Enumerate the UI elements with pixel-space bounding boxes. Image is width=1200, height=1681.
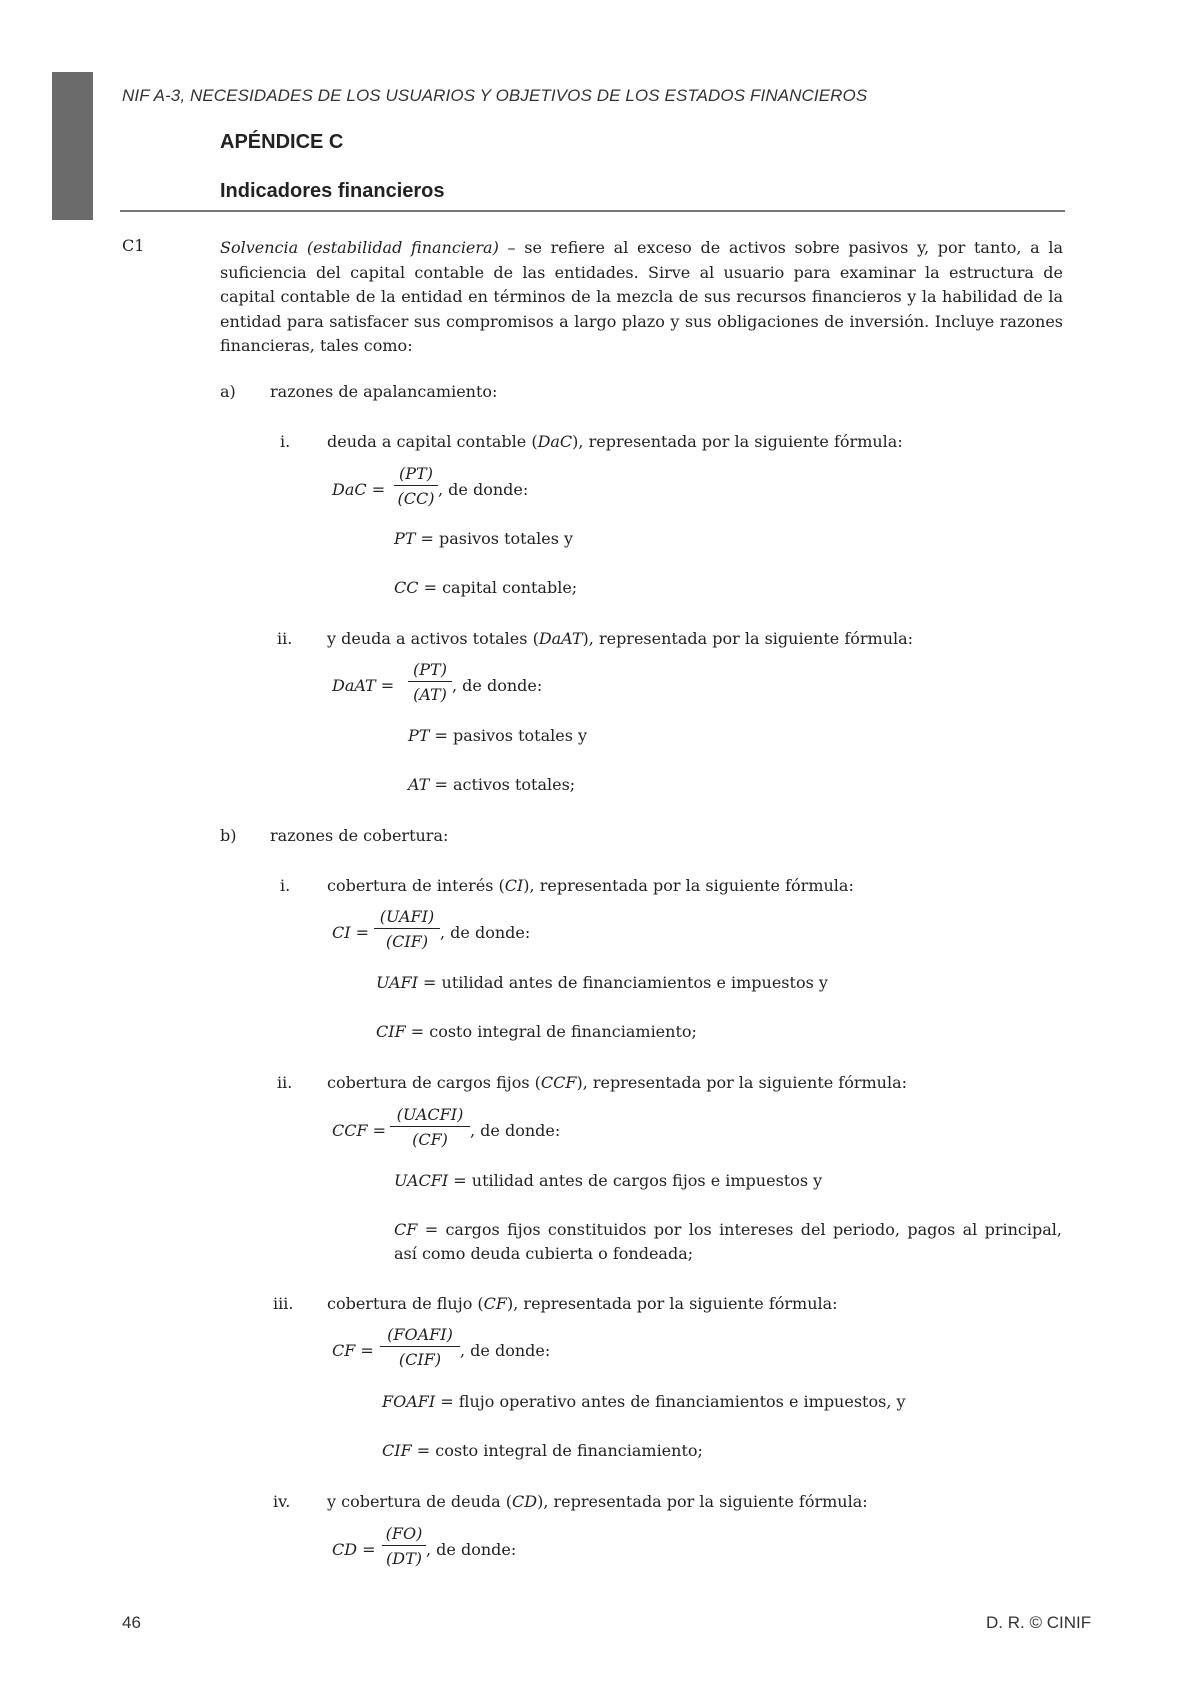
- sub-item-a-i-text: deuda a capital contable (DaC), representada por la siguiente fórmula:: [327, 432, 903, 451]
- formula-tail: , de donde:: [452, 676, 543, 695]
- formula-denominator: (CIF): [385, 932, 429, 951]
- sub-marker-a-i: i.: [280, 432, 291, 451]
- formula-lhs: CCF: [332, 1121, 368, 1140]
- formula-lhs: DaAT: [332, 676, 376, 695]
- formula-fraction: [408, 659, 452, 706]
- definition-line: UAFI = utilidad antes de financiamientos e impuestos y: [376, 973, 828, 992]
- formula-denominator: (CIF): [398, 1350, 442, 1369]
- header-rule: [120, 210, 1065, 212]
- formula-lhs: CI: [332, 923, 351, 942]
- definition-line: PT = pasivos totales y: [394, 529, 574, 548]
- sub-item-b-iii-text: cobertura de flujo (CF), representada por la siguiente fórmula:: [327, 1294, 838, 1313]
- definition-line: CF = cargos fijos constituidos por los intereses del periodo, pagos al principal, así como deuda cubierta o fondeada;: [394, 1220, 1062, 1263]
- list-marker-b: b): [220, 826, 237, 845]
- formula-fraction: [374, 906, 440, 953]
- formula-numerator: (PT): [399, 464, 433, 483]
- formula-numerator: (UAFI): [379, 907, 435, 926]
- formula-denominator: (AT): [413, 685, 447, 704]
- list-marker-a: a): [220, 382, 236, 401]
- definition-line: FOAFI = flujo operativo antes de financiamientos e impuestos, y: [382, 1392, 906, 1411]
- sub-marker-b-i: i.: [280, 876, 291, 895]
- running-header: NIF A-3, NECESIDADES DE LOS USUARIOS Y OBJETIVOS DE LOS ESTADOS FINANCIEROS: [122, 86, 868, 105]
- formula-denominator: (DT): [386, 1549, 422, 1568]
- formula-fraction: [394, 463, 438, 510]
- formula-numerator: (FOAFI): [387, 1325, 453, 1344]
- formula-lhs: DaC: [332, 480, 367, 499]
- section-tab-marker: [52, 72, 93, 220]
- formula-fraction: [382, 1523, 426, 1570]
- formula-denominator: (CF): [412, 1130, 448, 1149]
- formula-lhs: CF: [332, 1341, 356, 1360]
- formula-lhs: CD: [332, 1540, 358, 1559]
- sub-marker-b-iv: iv.: [273, 1492, 291, 1511]
- formula-tail: , de donde:: [440, 923, 531, 942]
- list-item-a-text: razones de apalancamiento:: [270, 382, 498, 401]
- formula-numerator: (UACFI): [396, 1105, 464, 1124]
- formula-tail: , de donde:: [460, 1341, 551, 1360]
- definition-line: AT = activos totales;: [408, 775, 576, 794]
- definition-line: CC = capital contable;: [394, 578, 578, 597]
- section-title: Indicadores financieros: [220, 180, 445, 202]
- definition-line: CIF = costo integral de financiamiento;: [376, 1022, 697, 1041]
- formula-numerator: (PT): [413, 660, 447, 679]
- formula-fraction: [390, 1104, 470, 1151]
- sub-marker-b-ii: ii.: [277, 1073, 293, 1092]
- formula-tail: , de donde:: [426, 1540, 517, 1559]
- sub-item-b-iv-text: y cobertura de deuda (CD), representada por la siguiente fórmula:: [327, 1492, 868, 1511]
- paragraph-c1-text: – se refiere al exceso de activos sobre pasivos y, por tanto, a la suficiencia del capital contable de las entidades. Sirve al usuario para examinar la estructura de capital contable de la entidad en términos de la mezcla de sus recursos financieros y la habilidad de la entidad para satisfacer sus compromisos a largo plazo y sus obligaciones de inversión. Incluye razones financieras, tales como:: [220, 238, 1064, 355]
- copyright-notice: D. R. © CINIF: [986, 1613, 1092, 1632]
- formula-fraction: [380, 1324, 460, 1371]
- definition-line: UACFI = utilidad antes de cargos fijos e impuestos y: [394, 1171, 823, 1190]
- sub-marker-b-iii: iii.: [273, 1294, 294, 1313]
- paragraph-c1: [220, 236, 1063, 359]
- sub-item-b-ii-text: cobertura de cargos fijos (CCF), representada por la siguiente fórmula:: [327, 1073, 908, 1092]
- formula-numerator: (FO): [385, 1524, 423, 1543]
- definition-line: PT = pasivos totales y: [408, 726, 588, 745]
- paragraph-number: C1: [122, 236, 145, 255]
- formula-tail: , de donde:: [438, 480, 529, 499]
- sub-item-a-ii-text: y deuda a activos totales (DaAT), representada por la siguiente fórmula:: [327, 629, 914, 648]
- list-item-b-text: razones de cobertura:: [270, 826, 449, 845]
- sub-item-b-i-text: cobertura de interés (CI), representada por la siguiente fórmula:: [327, 876, 854, 895]
- page-number: 46: [122, 1613, 141, 1632]
- formula-tail: , de donde:: [470, 1121, 561, 1140]
- appendix-label: APÉNDICE C: [220, 131, 344, 153]
- sub-marker-a-ii: ii.: [277, 629, 293, 648]
- formula-denominator: (CC): [397, 489, 435, 508]
- definition-line: CIF = costo integral de financiamiento;: [382, 1441, 703, 1460]
- defined-term: Solvencia (estabilidad financiera): [220, 238, 499, 257]
